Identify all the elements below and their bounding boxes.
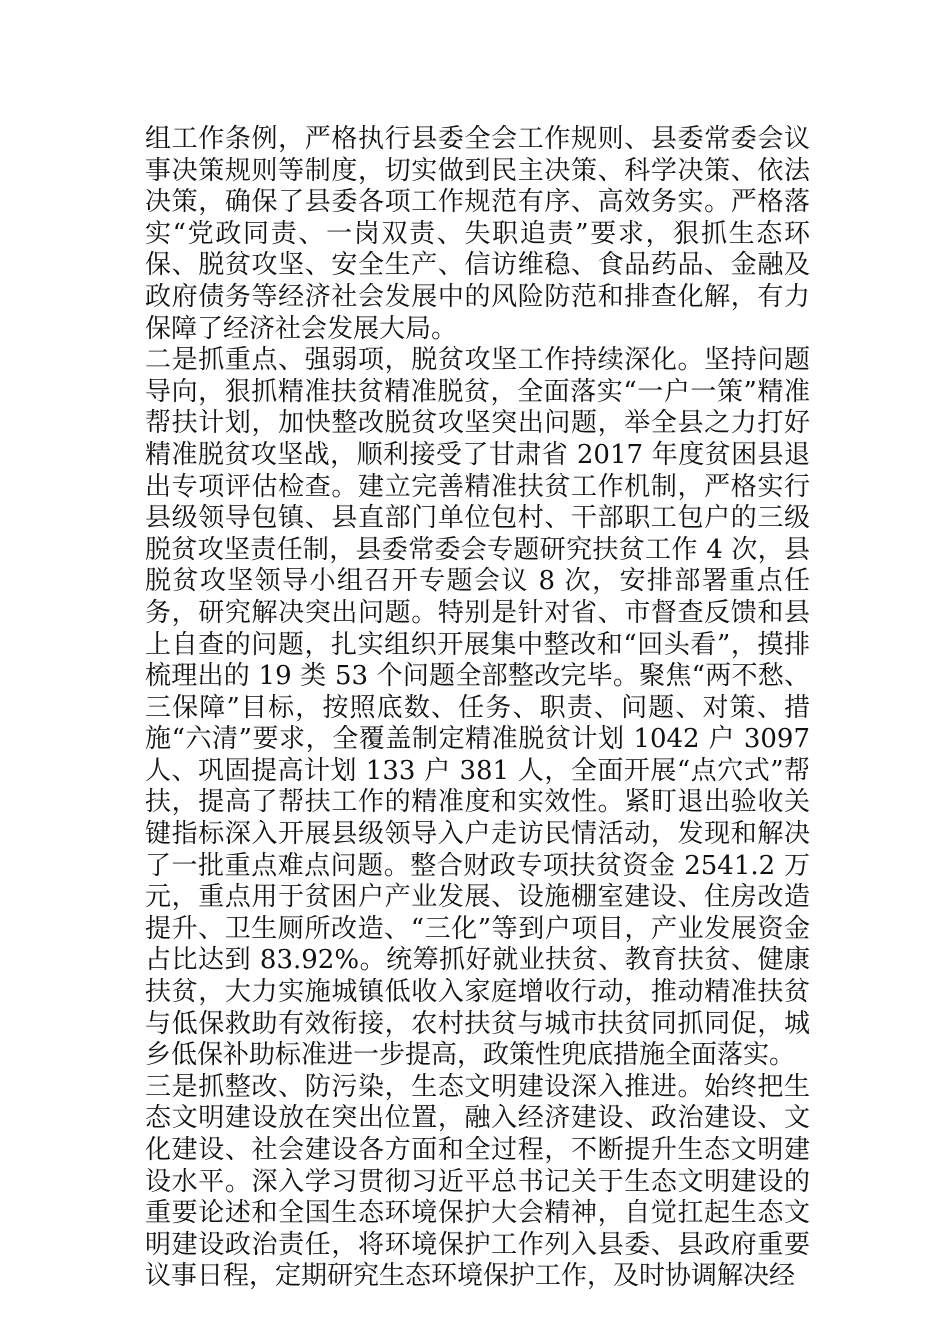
document-body — [145, 124, 810, 1293]
paragraph-ecological-civilization: 三是抓整改、防污染，生态文明建设深入推进。始终把生态文明建设放在突出位置，融入经济建设、政治建设、文化建设、社会建设各方面和全过程，不断提升生态文明建设水平。深入学习贯彻习近平总书记关于生态文明建设的重要论述和全国生态环境保护大会精神，自觉扛起生态文明建设政治责任，将环境保护工作列入县委、县政府重要议事日程，定期研究生态环境保护工作，及时协调解决经 — [145, 1071, 810, 1292]
paragraph-poverty-alleviation: 二是抓重点、强弱项，脱贫攻坚工作持续深化。坚持问题导向，狠抓精准扶贫精准脱贫，全面落实“一户一策”精准帮扶计划，加快整改脱贫攻坚突出问题，举全县之力打好精准脱贫攻坚战，顺利接受了甘肃省 2017 年度贫困县退出专项评估检查。建立完善精准扶贫工作机制，严格实行县级领导包镇、县直部门单位包村、干部职工包户的三级脱贫攻坚责任制，县委常委会专题研究扶贫工作 4 次，县脱贫攻坚领导小组召开专题会议 8 次，安排部署重点任务，研究解决突出问题。特别是针对省、市督查反馈和县上自查的问题，扎实组织开展集中整改和“回头看”，摸排梳理出的 19 类 53 个问题全部整改完毕。聚焦“两不愁、三保障”目标，按照底数、任务、职责、问题、对策、措施“六清”要求，全覆盖制定精准脱贫计划 1042 户 3097 人、巩固提高计划 133 户 381 人，全面开展“点穴式”帮扶，提高了帮扶工作的精准度和实效性。紧盯退出验收关键指标深入开展县级领导入户走访民情活动，发现和解决了一批重点难点问题。整合财政专项扶贫资金 2541.2 万元，重点用于贫困户产业发展、设施棚室建设、住房改造提升、卫生厕所改造、“三化”等到户项目，产业发展资金占比达到 83.92%。统筹抓好就业扶贫、教育扶贫、健康扶贫，大力实施城镇低收入家庭增收行动，推动精准扶贫与低保救助有效衔接，农村扶贫与城市扶贫同抓同促，城乡低保补助标准进一步提高，政策性兜底措施全面落实。 — [145, 345, 810, 1071]
paragraph-continuation: 组工作条例，严格执行县委全会工作规则、县委常委会议事决策规则等制度，切实做到民主决策、科学决策、依法决策，确保了县委各项工作规范有序、高效务实。严格落实“党政同责、一岗双责、失职追责”要求，狠抓生态环保、脱贫攻坚、安全生产、信访维稳、食品药品、金融及政府债务等经济社会发展中的风险防范和排查化解，有力保障了经济社会发展大局。 — [145, 124, 810, 344]
